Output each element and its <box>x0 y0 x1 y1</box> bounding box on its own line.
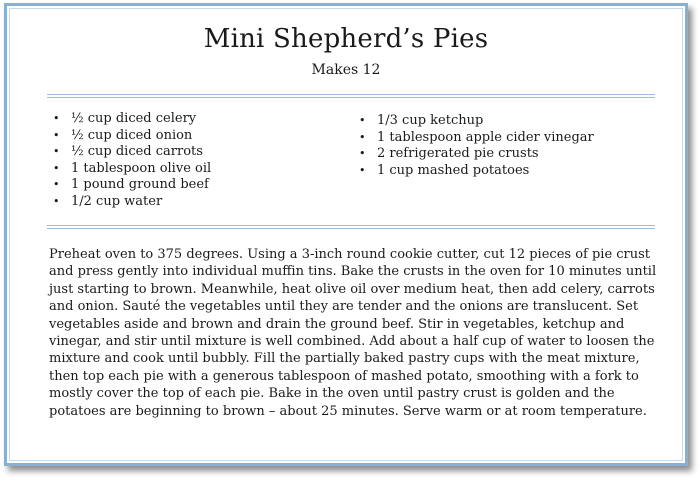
divider-top <box>47 94 655 98</box>
ingredient-item: • ½ cup diced celery <box>49 111 211 128</box>
ingredients-list-left <box>49 111 211 210</box>
recipe-yield: Makes 12 <box>311 62 381 78</box>
recipe-instructions: Preheat oven to 375 degrees. Using a 3-inch round cookie cutter, cut 12 pieces of pie crust and press gently into individual muffin tins. Bake the crusts in the oven for 10 minutes until just starting to brown. Meanwhile, heat olive oil over medium heat, then add celery, carrots and onion. Sauté the vegetables until they are tender and the onions are translucent. Set vegetables aside and brown and drain the ground beef. Stir in vegetables, ketchup and vinegar, and stir until mixture is well combined. Add about a half cup of water to loosen the mixture and cook until bubbly. Fill the partially baked pastry cups with the meat mixture, then top each pie with a generous tablespoon of mashed potato, smoothing with a fork to mostly cover the top of each pie. Bake in the oven until pastry crust is golden and the potatoes are beginning to brown – about 25 minutes. Serve warm or at room temperature. <box>49 247 657 419</box>
ingredient-item: • 1 pound ground beef <box>49 177 211 194</box>
ingredient-item: • 1/2 cup water <box>49 194 211 211</box>
ingredient-item: • 1 tablespoon apple cider vinegar <box>355 130 594 147</box>
ingredient-item: • 1 tablespoon olive oil <box>49 161 211 178</box>
ingredient-item: • 1 cup mashed potatoes <box>355 163 594 180</box>
ingredients-list-right <box>355 113 594 179</box>
ingredient-item: • ½ cup diced carrots <box>49 144 211 161</box>
recipe-title: Mini Shepherd’s Pies <box>203 24 489 54</box>
recipe-card <box>4 3 688 466</box>
ingredient-item: • 1/3 cup ketchup <box>355 113 594 130</box>
ingredient-item: • 2 refrigerated pie crusts <box>355 146 594 163</box>
divider-bottom <box>47 225 655 229</box>
ingredient-item: • ½ cup diced onion <box>49 128 211 145</box>
